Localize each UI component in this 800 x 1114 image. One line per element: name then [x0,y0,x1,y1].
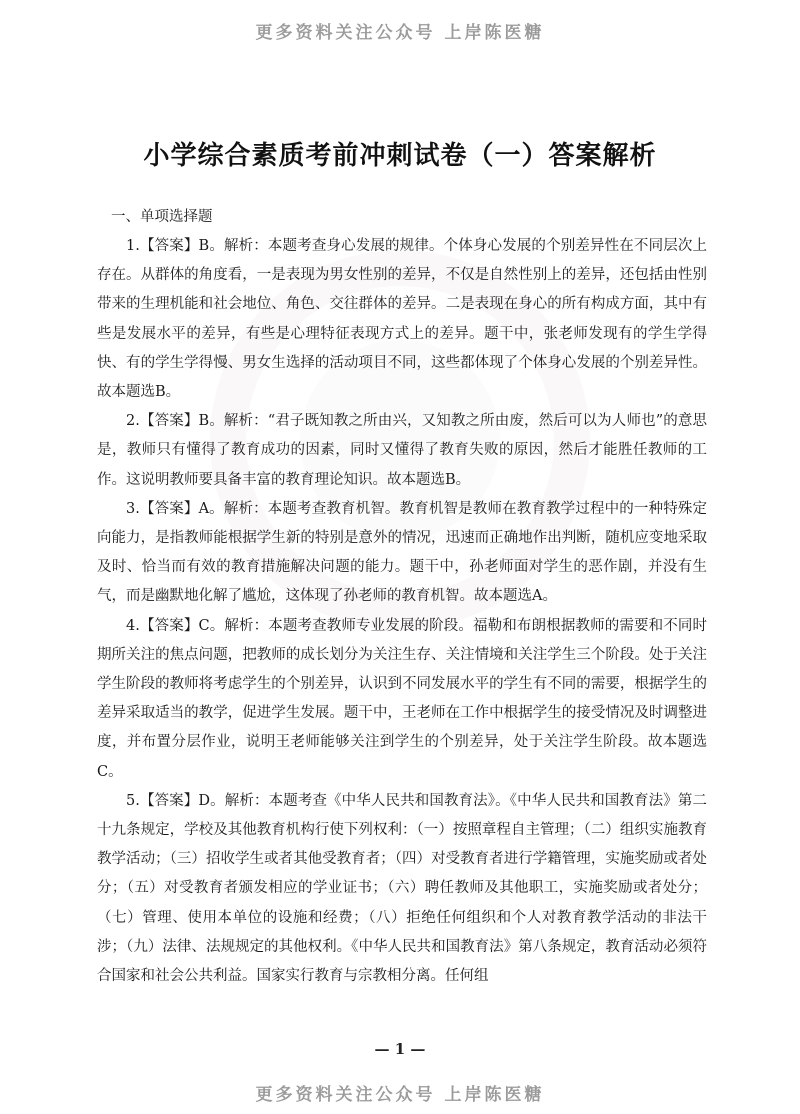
top-promo-banner: 更多资料关注公众号 上岸陈医糖 [255,23,545,43]
answer-paragraph-4: 4.【答案】C。解析：本题考查教师专业发展的阶段。福勒和布朗根据教师的需要和不同时期所关注的焦点问题，把教师的成长划分为关注生存、关注情境和关注学生三个阶段。处于关注学生阶段的教师将考虑学生的个别差异，认识到不同发展水平的学生有不同的需要，根据学生的差异采取适当的教学，促进学生发展。题干中，王老师在工作中根据学生的接受情况及时调整进度，并布置分层作业，说明王老师能够关注到学生的个别差异，处于关注学生阶段。故本题选C。 [97,617,707,780]
answer-paragraph-1: 1.【答案】B。解析：本题考查身心发展的规律。个体身心发展的个别差异性在不同层次上存在。从群体的角度看，一是表现为男女性别的差异，不仅是自然性别上的差异，还包括由性别带来的生理机能和社会地位、角色、交往群体的差异。二是表现在身心的所有构成方面，其中有些是发展水平的差异，有些是心理特征表现方式上的差异。题干中，张老师发现有的学生学得快、有的学生学得慢、男女生选择的活动项目不同，这些都体现了个体身心发展的个别差异性。故本题选B。 [97,238,707,401]
page-title: 小学综合素质考前冲刺试卷（一）答案解析 [143,141,657,172]
bottom-promo-banner: 更多资料关注公众号 上岸陈医糖 [255,1085,545,1105]
answer-paragraph-2: 2.【答案】B。解析：“君子既知教之所由兴，又知教之所由废，然后可以为人师也”的意思是，教师只有懂得了教育成功的因素，同时又懂得了教育失败的原因，然后才能胜任教师的工作。这说明教师要具备丰富的教育理论知识。故本题选B。 [97,413,707,488]
section-heading: 一、单项选择题 [111,209,213,225]
answer-paragraph-3: 3.【答案】A。解析：本题考查教育机智。教育机智是教师在教育教学过程中的一种特殊定向能力，是指教师能根据学生新的特别是意外的情况，迅速而正确地作出判断，随机应变地采取及时、恰当而有效的教育措施解决问题的能力。题干中，孙老师面对学生的恶作剧，并没有生气，而是幽默地化解了尴尬，这体现了孙老师的教育机智。故本题选A。 [97,500,707,605]
answer-paragraph-5: 5.【答案】D。解析：本题考查《中华人民共和国教育法》。《中华人民共和国教育法》第二十九条规定，学校及其他教育机构行使下列权利：（一）按照章程自主管理；（二）组织实施教育教学活动；（三）招收学生或者其他受教育者；（四）对受教育者进行学籍管理，实施奖励或者处分；（五）对受教育者颁发相应的学业证书；（六）聘任教师及其他职工，实施奖励或者处分；（七）管理、使用本单位的设施和经费；（八）拒绝任何组织和个人对教育教学活动的非法干涉；（九）法律、法规规定的其他权利。《中华人民共和国教育法》第八条规定，教育活动必须符合国家和社会公共利益。国家实行教育与宗教相分离。任何组 [97,792,707,985]
answer-section [97,203,707,991]
page-number: — 1 — [374,1040,426,1058]
